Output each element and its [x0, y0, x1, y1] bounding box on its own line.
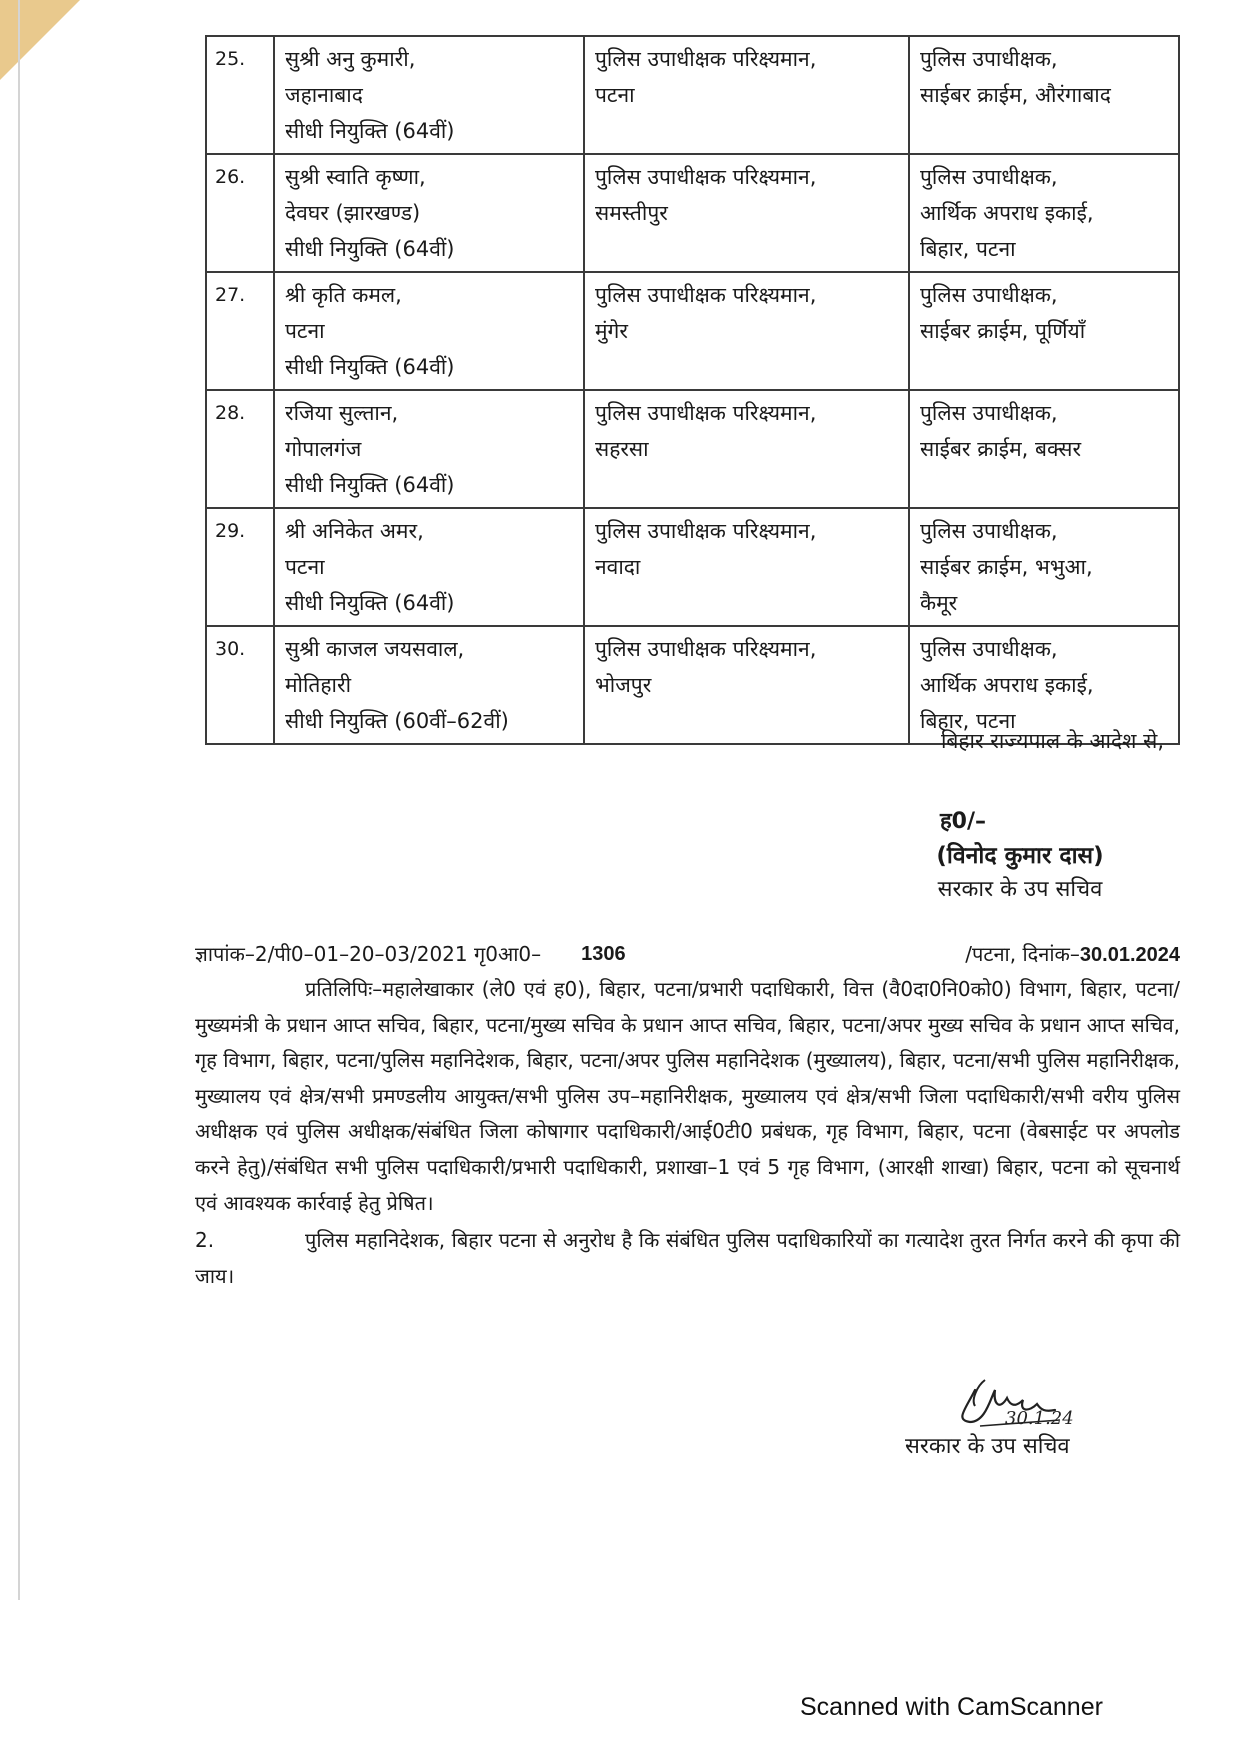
officer-name-line: पटना: [285, 555, 325, 579]
officer-name-line: सीधी नियुक्ति (64वीं): [285, 355, 455, 379]
new-post-cell: [909, 508, 1179, 626]
serial-number: 27.: [215, 284, 246, 306]
new-post-line: पुलिस उपाधीक्षक,: [920, 519, 1058, 543]
current-post-cell: [584, 154, 909, 272]
serial-number-cell: [206, 508, 274, 626]
officer-name-line: सुश्री काजल जयसवाल,: [285, 637, 465, 661]
new-post-line: पुलिस उपाधीक्षक,: [920, 637, 1058, 661]
current-post-cell: [584, 390, 909, 508]
memo-date-prefix: /पटना, दिनांक–: [965, 942, 1080, 966]
officer-name-cell: [274, 36, 584, 154]
signature-block: [870, 805, 1170, 907]
scan-edge-line: [18, 0, 20, 1600]
current-post-line: पटना: [595, 83, 635, 107]
current-post-cell: [584, 36, 909, 154]
table-row: [206, 154, 1179, 272]
request-text: पुलिस महानिदेशक, बिहार पटना से अनुरोध है कि संबंधित पुलिस पदाधिकारियों का गत्यादेश तुरत निर्गत करने की कृपा की जाय।: [195, 1228, 1180, 1288]
officer-name-cell: [274, 272, 584, 390]
current-post-line: समस्तीपुर: [595, 201, 668, 225]
memo-ref-number: 1306: [581, 943, 626, 965]
new-post-line: बिहार, पटना: [920, 709, 1016, 733]
copy-to-paragraph: प्रतिलिपिः–महालेखाकार (ले0 एवं ह0), बिहार, पटना/प्रभारी पदाधिकारी, वित्त (वै0दा0नि0को0) विभाग, बिहार, पटना/मुख्यमंत्री के प्रधान आप्त सचिव, बिहार, पटना/मुख्य सचिव के प्रधान आप्त सचिव, बिहार, पटना/अपर मुख्य सचिव के प्रधान आप्त सचिव, गृह विभाग, बिहार, पटना/पुलिस महानिदेशक, बिहार, पटना/अपर पुलिस महानिदेशक (मुख्यालय), बिहार, पटना/सभी पुलिस महानिरीक्षक, मुख्यालय एवं क्षेत्र/सभी प्रमण्डलीय आयुक्त/सभी पुलिस उप–महानिरीक्षक, मुख्यालय एवं क्षेत्र/सभी जिला पदाधिकारी/सभी वरीय पुलिस अधीक्षक एवं पुलिस अधीक्षक/संबंधित जिला कोषागार पदाधिकारी/आई0टी0 प्रबंधक, गृह विभाग, बिहार, पटना (वेबसाईट पर अपलोड करने हेतु)/संबंधित सभी पुलिस पदाधिकारी/प्रभारी पदाधिकारी, प्रशाखा–1 एवं 5 गृह विभाग, (आरक्षी शाखा) बिहार, पटना को सूचनार्थ एवं आवश्यक कार्रवाई हेतु प्रेषित।: [195, 977, 1180, 1215]
current-post-line: पुलिस उपाधीक्षक परिक्ष्यमान,: [595, 283, 817, 307]
officer-name-line: मोतिहारी: [285, 673, 352, 697]
memo-date: [965, 937, 1180, 972]
new-post-cell: [909, 390, 1179, 508]
serial-number: 28.: [215, 402, 246, 424]
new-post-line: पुलिस उपाधीक्षक,: [920, 401, 1058, 425]
new-post-line: पुलिस उपाधीक्षक,: [920, 283, 1058, 307]
transfer-table: [205, 35, 1180, 745]
request-paragraph: [195, 1223, 1180, 1294]
officer-name-line: सीधी नियुक्ति (64वीं): [285, 119, 455, 143]
officer-name-line: देवघर (झारखण्ड): [285, 201, 421, 225]
current-post-cell: [584, 272, 909, 390]
officer-name-line: रजिया सुल्तान,: [285, 401, 399, 425]
officer-name-line: पटना: [285, 319, 325, 343]
current-post-cell: [584, 626, 909, 744]
serial-number: 26.: [215, 166, 246, 188]
handwritten-signature-block: [905, 1360, 1145, 1460]
officer-name-cell: [274, 154, 584, 272]
new-post-line: कैमूर: [920, 591, 958, 615]
officer-name-cell: [274, 508, 584, 626]
signed-mark: ह0/–: [940, 809, 987, 834]
officer-name-line: सुश्री स्वाति कृष्णा,: [285, 165, 426, 189]
new-post-cell: [909, 272, 1179, 390]
serial-number-cell: [206, 154, 274, 272]
new-post-line: बिहार, पटना: [920, 237, 1016, 261]
current-post-line: भोजपुर: [595, 673, 652, 697]
current-post-line: पुलिस उपाधीक्षक परिक्ष्यमान,: [595, 401, 817, 425]
governor-order-line: बिहार राज्यपाल के आदेश से,: [940, 729, 1164, 753]
officer-name-line: सीधी नियुक्ति (64वीं): [285, 591, 455, 615]
new-post-line: साईबर क्राईम, बक्सर: [920, 437, 1082, 461]
current-post-line: सहरसा: [595, 437, 649, 461]
new-post-line: साईबर क्राईम, भभुआ,: [920, 555, 1093, 579]
memo-date-value: 30.01.2024: [1079, 944, 1180, 966]
officer-name-line: श्री कृति कमल,: [285, 283, 402, 307]
current-post-line: पुलिस उपाधीक्षक परिक्ष्यमान,: [595, 47, 817, 71]
serial-number: 29.: [215, 520, 246, 542]
serial-number: 30.: [215, 638, 246, 660]
signature-date: 30.1.24: [1005, 1408, 1074, 1429]
table-row: [206, 36, 1179, 154]
officer-name-line: सीधी नियुक्ति (64वीं): [285, 237, 455, 261]
officer-name-cell: [274, 626, 584, 744]
new-post-line: आर्थिक अपराध इकाई,: [920, 201, 1094, 225]
new-post-cell: [909, 154, 1179, 272]
new-post-line: साईबर क्राईम, पूर्णियाँ: [920, 319, 1086, 343]
officer-name-line: जहानाबाद: [285, 83, 363, 107]
table-row: [206, 508, 1179, 626]
new-post-line: पुलिस उपाधीक्षक,: [920, 47, 1058, 71]
new-post-line: आर्थिक अपराध इकाई,: [920, 673, 1094, 697]
current-post-line: पुलिस उपाधीक्षक परिक्ष्यमान,: [595, 637, 817, 661]
current-post-line: पुलिस उपाधीक्षक परिक्ष्यमान,: [595, 165, 817, 189]
table-row: [206, 272, 1179, 390]
paragraph-number: 2.: [195, 1228, 215, 1253]
officer-name-line: श्री अनिकेत अमर,: [285, 519, 424, 543]
serial-number-cell: [206, 36, 274, 154]
current-post-cell: [584, 508, 909, 626]
serial-number-cell: [206, 272, 274, 390]
serial-number-cell: [206, 626, 274, 744]
table-row: [206, 390, 1179, 508]
officer-name-line: सीधी नियुक्ति (64वीं): [285, 473, 455, 497]
current-post-line: नवादा: [595, 555, 641, 579]
signatory-designation: सरकार के उप सचिव: [937, 877, 1103, 902]
memo-section: [195, 937, 1180, 1294]
officer-name-line: गोपालगंज: [285, 437, 362, 461]
officer-name-line: सुश्री अनु कुमारी,: [285, 47, 416, 71]
page-fold-corner: [0, 0, 80, 80]
memo-ref-prefix: ज्ञापांक–2/पी0–01–20–03/2021 गृ0आ0–: [195, 942, 542, 966]
new-post-cell: [909, 36, 1179, 154]
new-post-line: साईबर क्राईम, औरंगाबाद: [920, 83, 1111, 107]
memo-reference-line: [195, 937, 1180, 972]
current-post-line: मुंगेर: [595, 319, 628, 343]
signatory-designation-2: सरकार के उप सचिव: [905, 1434, 1070, 1459]
serial-number-cell: [206, 390, 274, 508]
officer-name-cell: [274, 390, 584, 508]
new-post-line: पुलिस उपाधीक्षक,: [920, 165, 1058, 189]
signatory-name: (विनोद कुमार दास): [936, 843, 1104, 869]
current-post-line: पुलिस उपाधीक्षक परिक्ष्यमान,: [595, 519, 817, 543]
camscanner-watermark: Scanned with CamScanner: [800, 1693, 1103, 1721]
officer-name-line: सीधी नियुक्ति (60वीं–62वीं): [285, 709, 509, 733]
serial-number: 25.: [215, 48, 246, 70]
